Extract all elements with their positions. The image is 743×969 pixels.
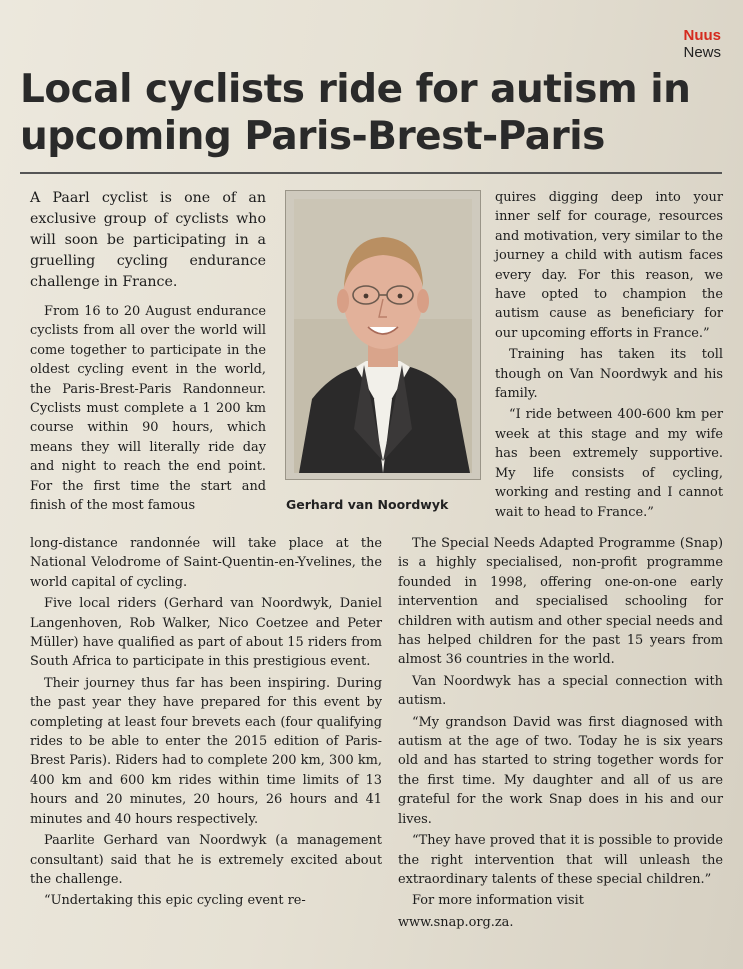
paragraph: “Undertaking this epic cycling event re- [44,893,306,909]
portrait-illustration [294,199,472,473]
paragraph: “My grandson David was first diagnosed with autism at the age of two. Today he is six years old and has started to string together words for the first time. My daughter and all of us are grateful for the work Snap does in his and our lives. [398,714,723,827]
portrait-photo [294,199,472,473]
headline-rule [20,172,722,174]
paragraph: The Special Needs Adapted Programme (Snap) is a highly specialised, non-profit programme founded in 1998, offering one-on-one early intervention and specialised schooling for children with autism and other special needs and has helped children for the past 15 years from almost 36 countries in the world. [398,536,723,668]
section-label-english: News [683,44,721,61]
column-1-upper [30,302,266,515]
column-2-lower [398,534,723,932]
paragraph: quires digging deep into your inner self for courage, resources and motivation, very similar to the journey a child with autism faces every day. For this reason, we have opted to champion the autism cause as beneficiary for our upcoming efforts in France.” [495,190,723,341]
paragraph: From 16 to 20 August endurance cyclists from all over the world will come together to participate in the oldest cycling event in the world, the Paris-Brest-Paris Randonneur. Cyclists must complete a 1 200 km course within 90 hours, which means they will literally ride day and night to reach the end point. For the first time the start and finish of the most famous [30,304,266,514]
paragraph: For more information visit [412,893,584,909]
section-label-afrikaans: Nuus [683,27,721,44]
article-lead: A Paarl cyclist is one of an exclusive group of cyclists who will soon be participating in a gruelling cycling endurance challenge in France. [30,190,266,290]
paragraph: Five local riders (Gerhard van Noordwyk, Daniel Langenhoven, Rob Walker, Nico Coetzee and Peter Müller) have qualified as part of about 15 riders from South Africa to participate in this prestigious event. [30,596,382,670]
paragraph: “They have proved that it is possible to provide the right intervention that will unleash the extraordinary talents of these special children.” [398,833,723,887]
photo-caption: Gerhard van Noordwyk [286,497,449,512]
article-headline: Local cyclists ride for autism in upcoming Paris-Brest-Paris [20,67,691,159]
column-1-lower [30,534,382,911]
section-tag [683,28,721,60]
column-2-upper [495,188,723,522]
photo-frame [285,190,481,480]
paragraph: Van Noordwyk has a special connection with autism. [398,673,723,709]
paragraph: Their journey thus far has been inspiring. During the past year they have prepared for this event by completing at least four brevets each (four qualifying rides to be able to enter the 2015 edition of Paris-Brest Paris). Riders had to complete 200 km, 300 km, 400 km and 600 km rides within time limits of 13 hours and 20 minutes, 20 hours, 26 hours and 41 minutes and 40 hours respectively. [30,675,382,827]
paragraph: long-distance randonnée will take place at the National Velodrome of Saint-Quentin-en-Yvelines, the world capital of cycling. [30,536,382,590]
paragraph: Training has taken its toll though on Van Noordwyk and his family. [495,347,723,402]
website-link[interactable]: www.snap.org.za. [398,914,514,930]
paragraph: “I ride between 400-600 km per week at this stage and my wife has been extremely supportive. My life consists of cycling, working and resting and I cannot wait to head to France.” [495,407,723,520]
paragraph: Paarlite Gerhard van Noordwyk (a management consultant) said that he is extremely excited about the challenge. [30,833,382,887]
